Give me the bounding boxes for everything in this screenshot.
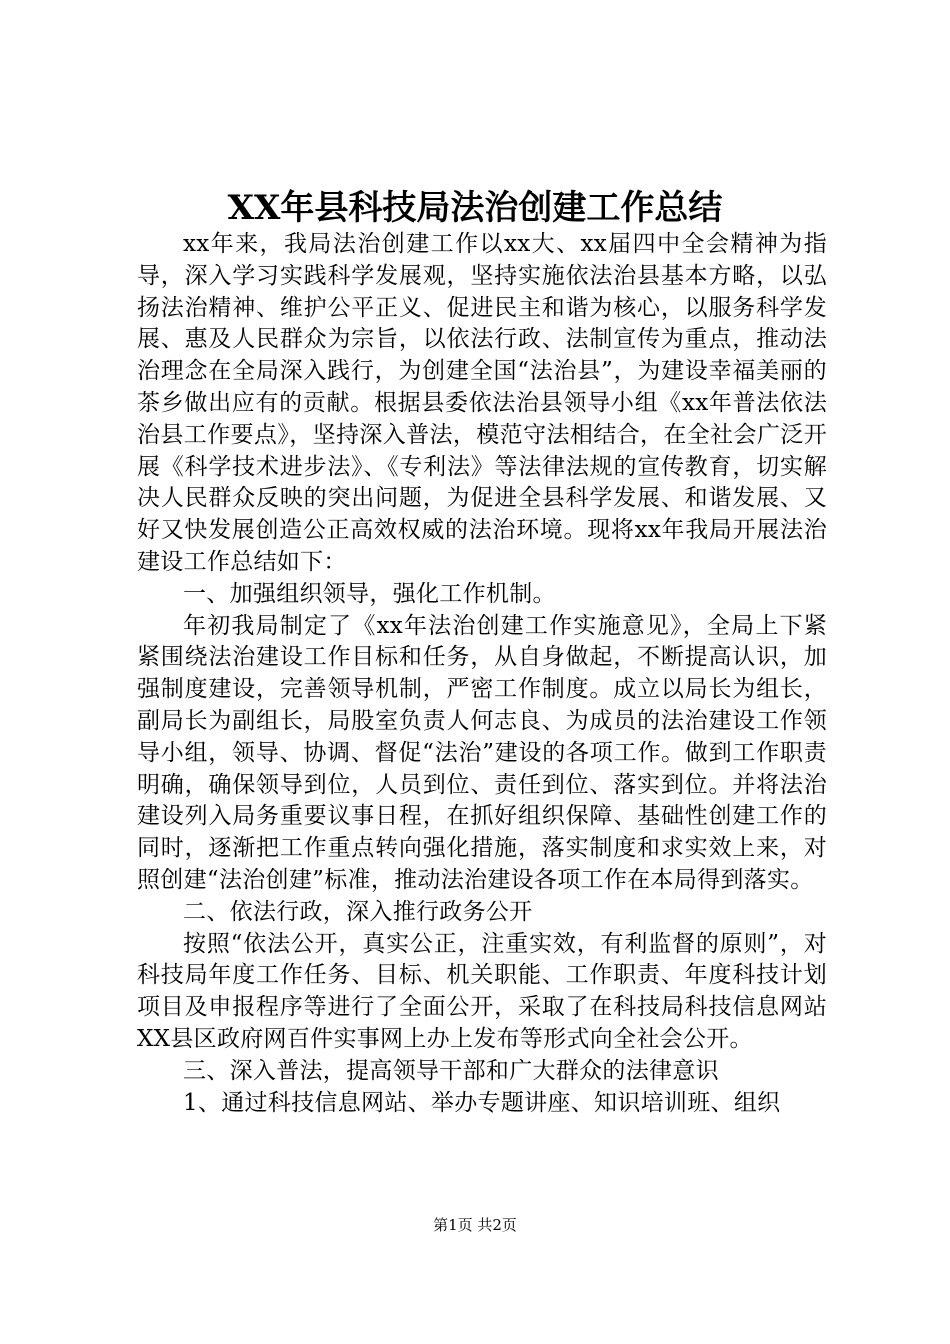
- paragraph-section-3-item-1: 1、通过科技信息网站、举办专题讲座、知识培训班、组织: [183, 1089, 781, 1116]
- section-heading-3: 三、深入普法，提高领导干部和广大群众的法律意识: [183, 1057, 719, 1084]
- page-footer: 第1页 共2页: [433, 1216, 517, 1234]
- section-heading-2: 二、依法行政，深入推行政务公开: [183, 898, 533, 925]
- document-title: XX年县科技局法治创建工作总结: [227, 188, 723, 228]
- paragraph-section-2: 按照“依法公开，真实公正，注重实效，有利监督的原则”，对科技局年度工作任务、目标、机关职能、工作职责、年度科技计划项目及申报程序等进行了全面公开，采取了在科技局科技信息网站XX县区政府网百件实事网上办上发布等形式向全社会公开。: [137, 930, 827, 1052]
- section-heading-1: 一、加强组织领导，强化工作机制。: [183, 580, 556, 607]
- paragraph-section-1: 年初我局制定了《xx年法治创建工作实施意见》，全局上下紧紧围绕法治建设工作目标和任务，从自身做起，不断提高认识，加强制度建设，完善领导机制，严密工作制度。成立以局长为组长，副局长为副组长，局股室负责人何志良、为成员的法治建设工作领导小组，领导、协调、督促“法治”建设的各项工作。做到工作职责明确，确保领导到位，人员到位、责任到位、落实到位。并将法治建设列入局务重要议事日程，在抓好组织保障、基础性创建工作的同时，逐渐把工作重点转向强化措施，落实制度和求实效上来，对照创建“法治创建”标准，推动法治建设各项工作在本局得到落实。: [137, 612, 827, 893]
- paragraph-intro: xx年来，我局法治创建工作以xx大、xx届四中全会精神为指导，深入学习实践科学发展观，坚持实施依法治县基本方略，以弘扬法治精神、维护公平正义、促进民主和谐为核心，以服务科学发展、惠及人民群众为宗旨，以依法行政、法制宣传为重点，推动法治理念在全局深入践行，为创建全国“法治县”，为建设幸福美丽的茶乡做出应有的贡献。根据县委依法治县领导小组《xx年普法依法治县工作要点》，坚持深入普法，模范守法相结合，在全社会广泛开展《科学技术进步法》、《专利法》等法律法规的宣传教育，切实解决人民群众反映的突出问题，为促进全县科学发展、和谐发展、又好又快发展创造公正高效权威的法治环境。现将xx年我局开展法治建设工作总结如下：: [137, 231, 827, 575]
- document-body: [137, 229, 827, 1119]
